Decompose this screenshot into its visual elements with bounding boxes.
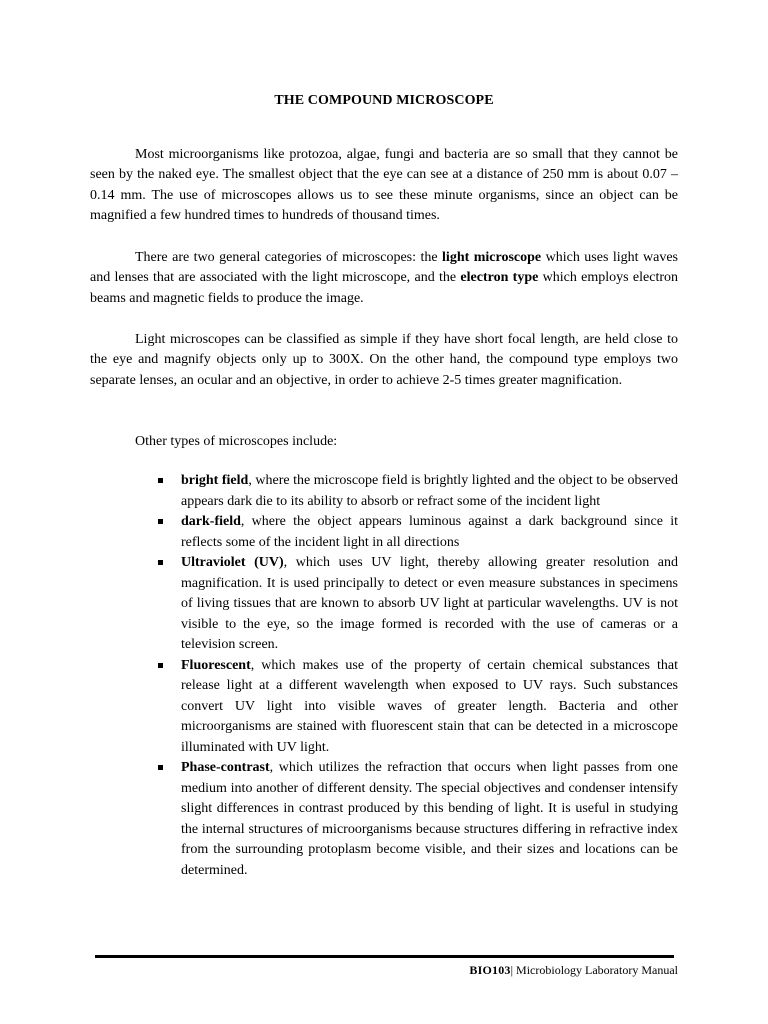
microscope-types-list: [181, 471, 678, 881]
list-item-term: Ultraviolet (UV): [181, 555, 284, 570]
footer-course-code: BIO103: [469, 963, 511, 977]
list-item-text: , which makes use of the property of certain chemical substances that release light at a different wavelength when exposed to UV rays. Such substances convert UV light into visible waves of greater length. Bacteria and other microorganisms are stained with fluorescent stain that can be detected in a microscope illuminated with UV light.: [181, 657, 678, 755]
footer-separator: |: [510, 963, 514, 977]
list-item-text: , which utilizes the refraction that occurs when light passes from one medium into another of different density. The special objectives and condenser intensify slight differences in contrast produced by this bending of light. It is useful in studying the internal structures of microorganisms because structures differing in refractive index from the surrounding protoplasm become visible, and their sizes and locations can be determined.: [181, 760, 678, 878]
paragraph-intro: Most microorganisms like protozoa, algae, fungi and bacteria are so small that they cannot be seen by the naked eye. The smallest object that the eye can see at a distance of 250 mm is about 0.07 – 0.14 mm. The use of microscopes allows us to see these minute organisms, since an object can be magnified a few hundred times to hundreds of thousand times.: [90, 147, 678, 223]
term-light-microscope: light microscope: [442, 250, 542, 265]
paragraph-text: There are two general categories of microscopes: the: [135, 250, 443, 265]
bullet-icon: [158, 478, 163, 483]
bullet-icon: [158, 519, 163, 524]
list-item-text: , where the microscope field is brightly lighted and the object to be observed appears dark die to its ability to absorb or refract some of the incident light: [181, 473, 679, 509]
list-item-bright-field: [181, 471, 678, 512]
list-item-text: , which uses UV light, thereby allowing greater resolution and magnification. It is used principally to detect or even measure substances in specimens of living tissues that are known to absorb UV light at particular wavelengths. UV is not visible to the eye, so the image formed is recorded with the use of cameras or a television screen.: [181, 555, 678, 652]
list-item-dark-field: [181, 512, 678, 553]
paragraph-categories: [90, 248, 678, 309]
bullet-icon: [158, 560, 163, 565]
page-title: THE COMPOUND MICROSCOPE: [274, 93, 494, 108]
term-electron-type: electron type: [460, 270, 539, 286]
list-item-fluorescent: [181, 656, 678, 759]
bullet-icon: [158, 765, 163, 770]
list-item-term: bright field: [181, 473, 249, 488]
list-item-term: Fluorescent: [181, 657, 251, 673]
paragraph-text: which employs electron beams and magnetic fields to produce the image.: [90, 270, 678, 306]
paragraph-light-microscopes: Light microscopes can be classified as simple if they have short focal length, are held close to the eye and magnify objects only up to 300X. On the other hand, the compound type employs two separate lenses, an ocular and an objective, in order to achieve 2-5 times greater magnification.: [90, 332, 678, 388]
page-footer: [469, 963, 678, 978]
footer-manual-title: Microbiology Laboratory Manual: [513, 963, 678, 977]
list-item-term: dark-field: [181, 514, 241, 529]
paragraph-other-types: Other types of microscopes include:: [135, 434, 338, 449]
paragraph-text: which uses light waves and lenses that are associated with the light microscope, and the: [90, 250, 678, 286]
list-item-phase-contrast: [181, 758, 678, 881]
list-item-ultraviolet: [181, 553, 678, 656]
footer-divider: [95, 955, 674, 958]
bullet-icon: [158, 663, 163, 668]
list-item-text: , where the object appears luminous against a dark background since it reflects some of the incident light in all directions: [181, 514, 678, 550]
list-item-term: Phase-contrast: [181, 760, 270, 775]
